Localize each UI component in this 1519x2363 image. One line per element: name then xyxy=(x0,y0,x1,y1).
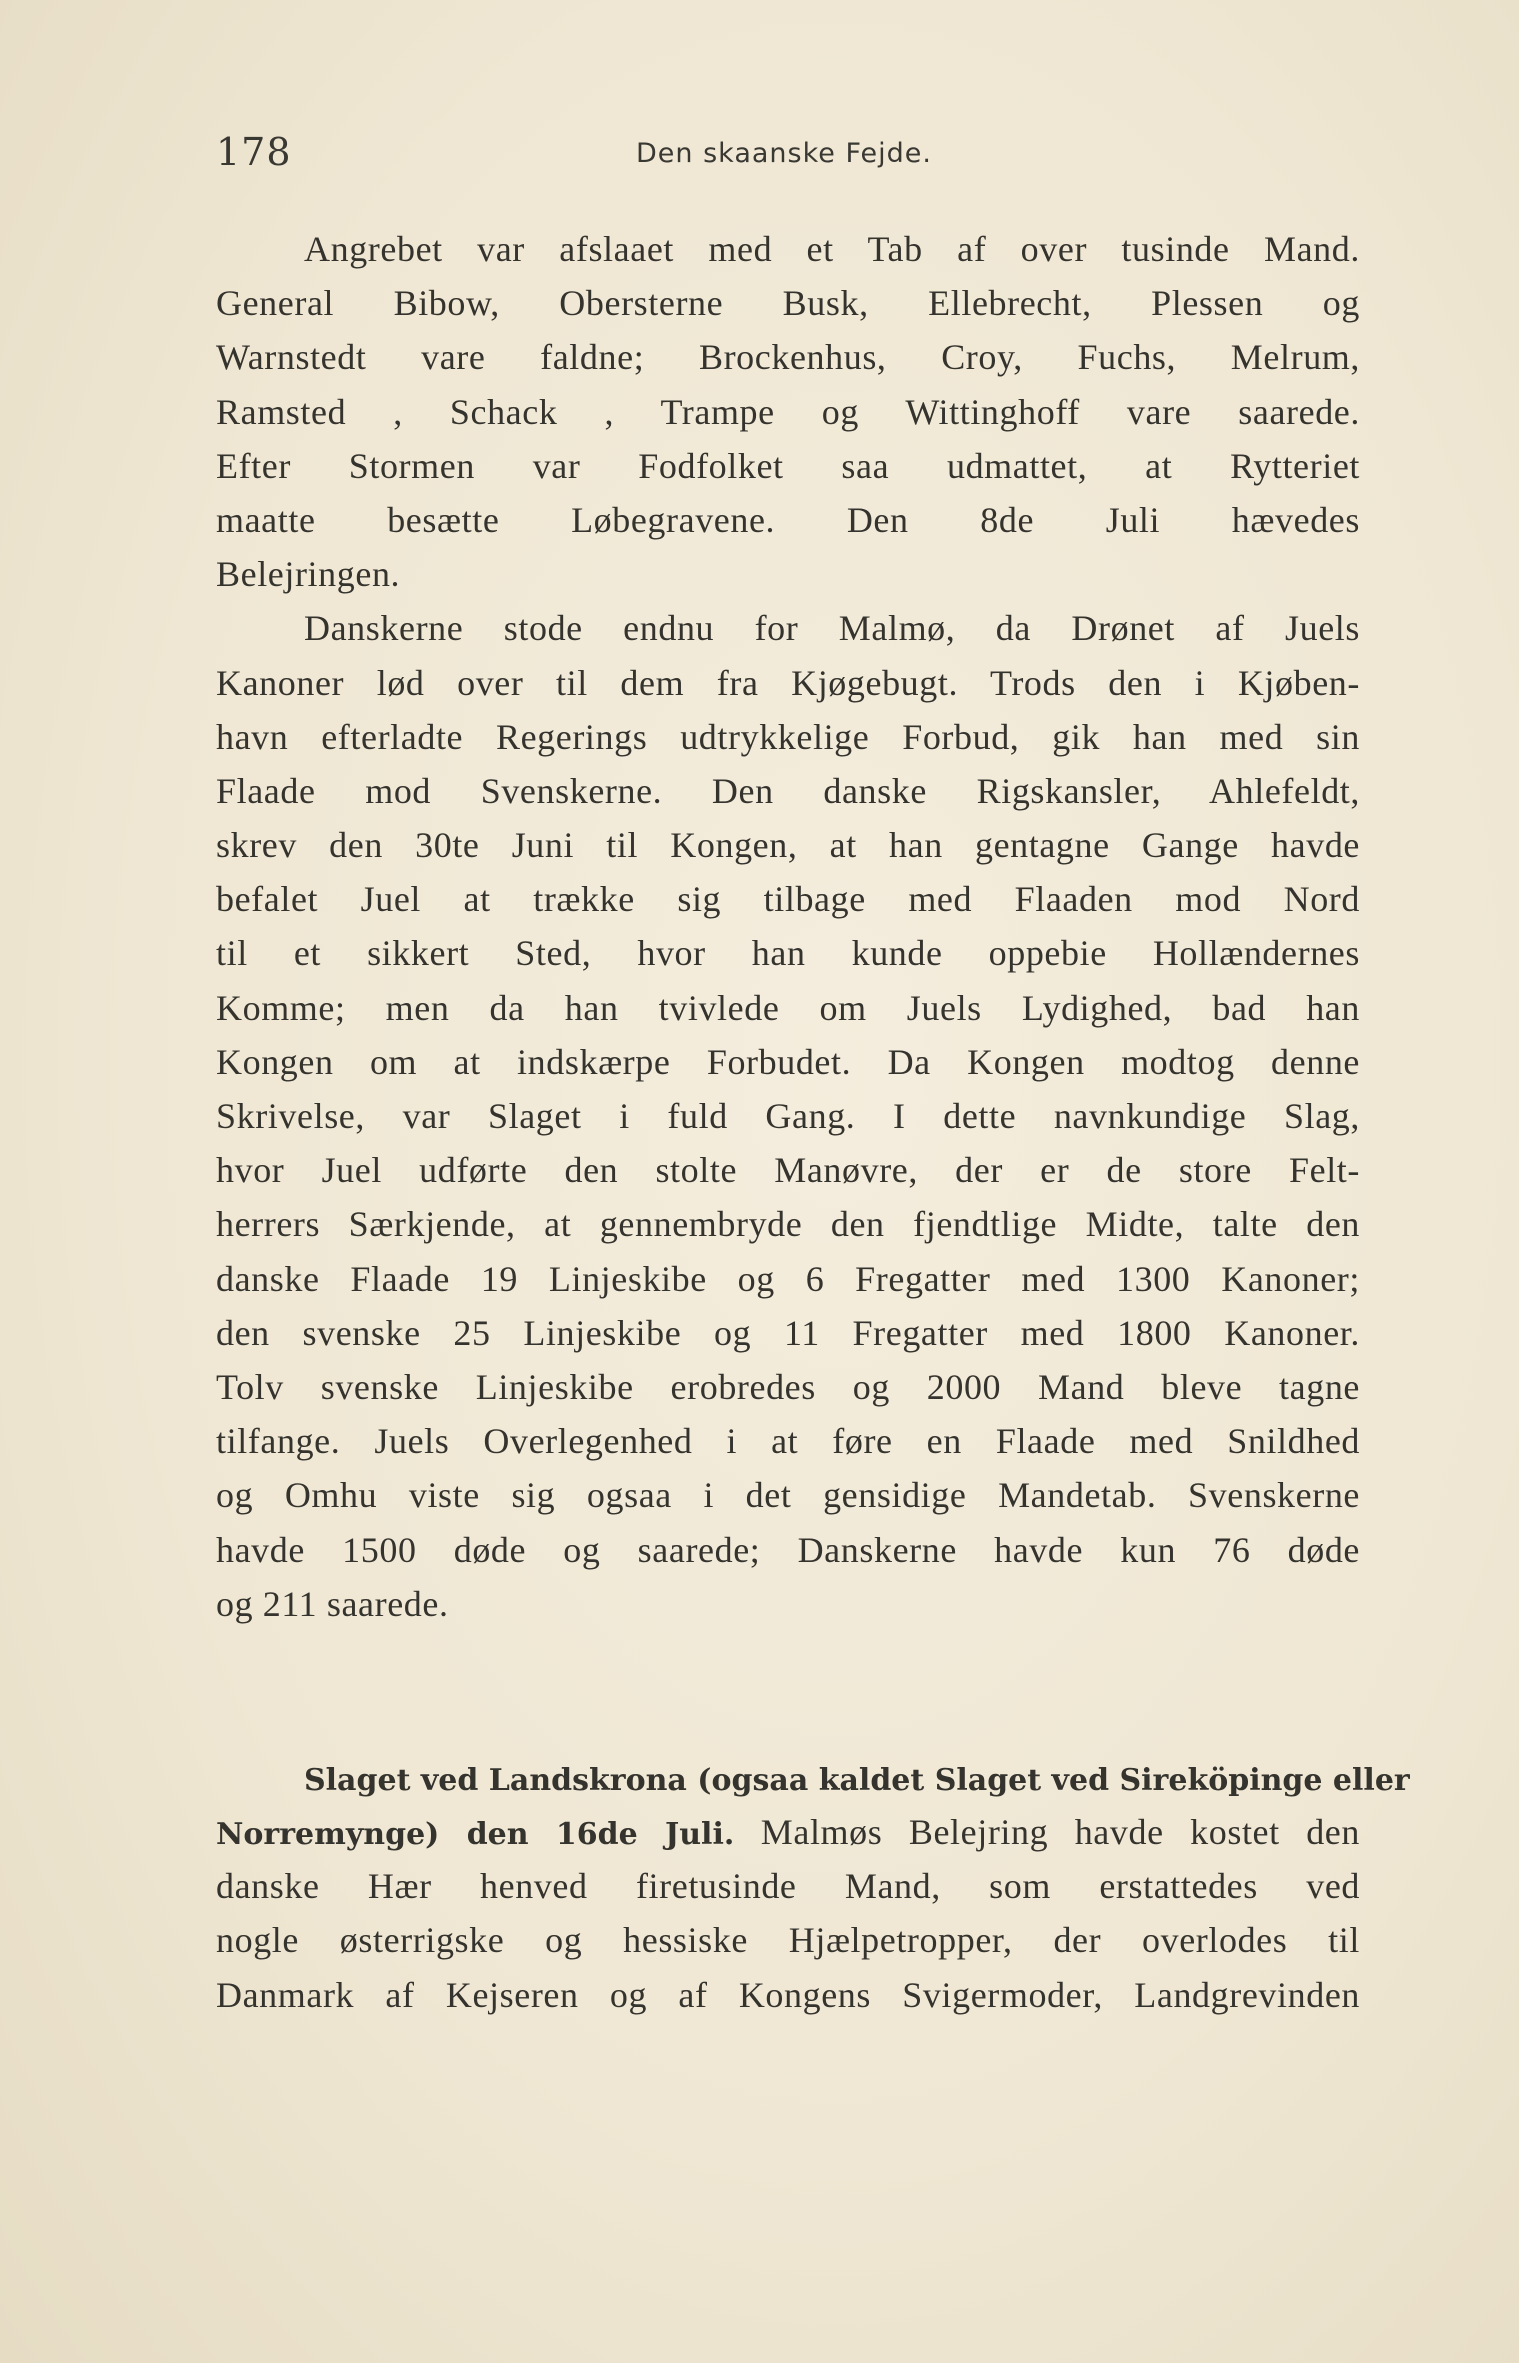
text-line: til et sikkert Sted, hvor han kunde oppebie Hollændernes xyxy=(216,933,1360,974)
text-line: General Bibow, Obersterne Busk, Ellebrecht, Plessen og xyxy=(216,283,1360,324)
text-line: Warnstedt vare faldne; Brockenhus, Croy, Fuchs, Melrum, xyxy=(216,337,1360,378)
text-line: havn efterladte Regerings udtrykkelige Forbud, gik han med sin xyxy=(216,716,1360,757)
text-line: havde 1500 døde og saarede; Danskerne havde kun 76 døde xyxy=(216,1529,1360,1570)
text-line: hvor Juel udførte den stolte Manøvre, der er de store Felt- xyxy=(216,1150,1360,1191)
text-line: Danmark af Kejseren og af Kongens Svigermoder, Landgrevinden xyxy=(216,1974,1360,2015)
text-line: og 211 saarede. xyxy=(216,1583,449,1624)
text-line: herrers Særkjende, at gennembryde den fjendtlige Midte, talte den xyxy=(216,1204,1360,1245)
text-line: Flaade mod Svenskerne. Den danske Rigskansler, Ahlefeldt, xyxy=(216,770,1360,811)
text-line: skrev den 30te Juni til Kongen, at han gentagne Gange havde xyxy=(216,825,1360,866)
text-line: Efter Stormen var Fodfolket saa udmattet, at Rytteriet xyxy=(216,445,1360,486)
section-heading: Slaget ved Landskrona (ogsaa kaldet Slaget ved Sireköpinge eller xyxy=(304,1762,1410,1798)
text-line: og Omhu viste sig ogsaa i det gensidige Mandetab. Svenskerne xyxy=(216,1475,1360,1516)
body-text xyxy=(216,222,1410,2022)
text-line: Angrebet var afslaaet med et Tab af over tusinde Mand. xyxy=(304,229,1360,269)
text-line: tilfange. Juels Overlegenhed i at føre en Flaade med Snildhed xyxy=(216,1421,1360,1462)
text-run: Malmøs Belejring havde kostet den xyxy=(760,1812,1360,1853)
text-line: Danskerne stode endnu for Malmø, da Drønet af Juels xyxy=(304,608,1360,649)
text-line: Tolv svenske Linjeskibe erobredes og 2000 Mand bleve tagne xyxy=(216,1366,1360,1407)
page-header xyxy=(216,130,1376,190)
text-line: danske Flaade 19 Linjeskibe og 6 Fregatter med 1300 Kanoner; xyxy=(216,1258,1360,1299)
text-line: danske Hær henved firetusinde Mand, som erstattedes ved xyxy=(216,1866,1360,1907)
text-line: Ramsted , Schack , Trampe og Wittinghoff vare saarede. xyxy=(216,391,1360,432)
text-line: befalet Juel at trække sig tilbage med Flaaden mod Nord xyxy=(216,879,1360,920)
text-line: Kongen om at indskærpe Forbudet. Da Kongen modtog denne xyxy=(216,1041,1360,1082)
text-line: den svenske 25 Linjeskibe og 11 Fregatter med 1800 Kanoner. xyxy=(216,1312,1360,1353)
section-heading-line xyxy=(216,1751,1410,1805)
text-line: Belejringen. xyxy=(216,554,401,595)
text-line: Komme; men da han tvivlede om Juels Lydighed, bad han xyxy=(216,987,1360,1028)
section-gap xyxy=(216,1631,1360,1751)
text-line: nogle østerrigske og hessiske Hjælpetropper, der overlodes til xyxy=(216,1920,1360,1961)
text-line: maatte besætte Løbegravene. Den 8de Juli hævedes xyxy=(216,499,1360,540)
text-line xyxy=(216,1805,1360,1859)
text-line: Kanoner lød over til dem fra Kjøgebugt. Trods den i Kjøben- xyxy=(216,662,1360,703)
text-line: Skrivelse, var Slaget i fuld Gang. I dette navnkundige Slag, xyxy=(216,1096,1360,1136)
section-heading-continued: Norremynge) den 16de Juli. xyxy=(216,1817,735,1853)
page-number: 178 xyxy=(216,130,292,174)
running-title: Den skaanske Fejde. xyxy=(636,138,932,169)
